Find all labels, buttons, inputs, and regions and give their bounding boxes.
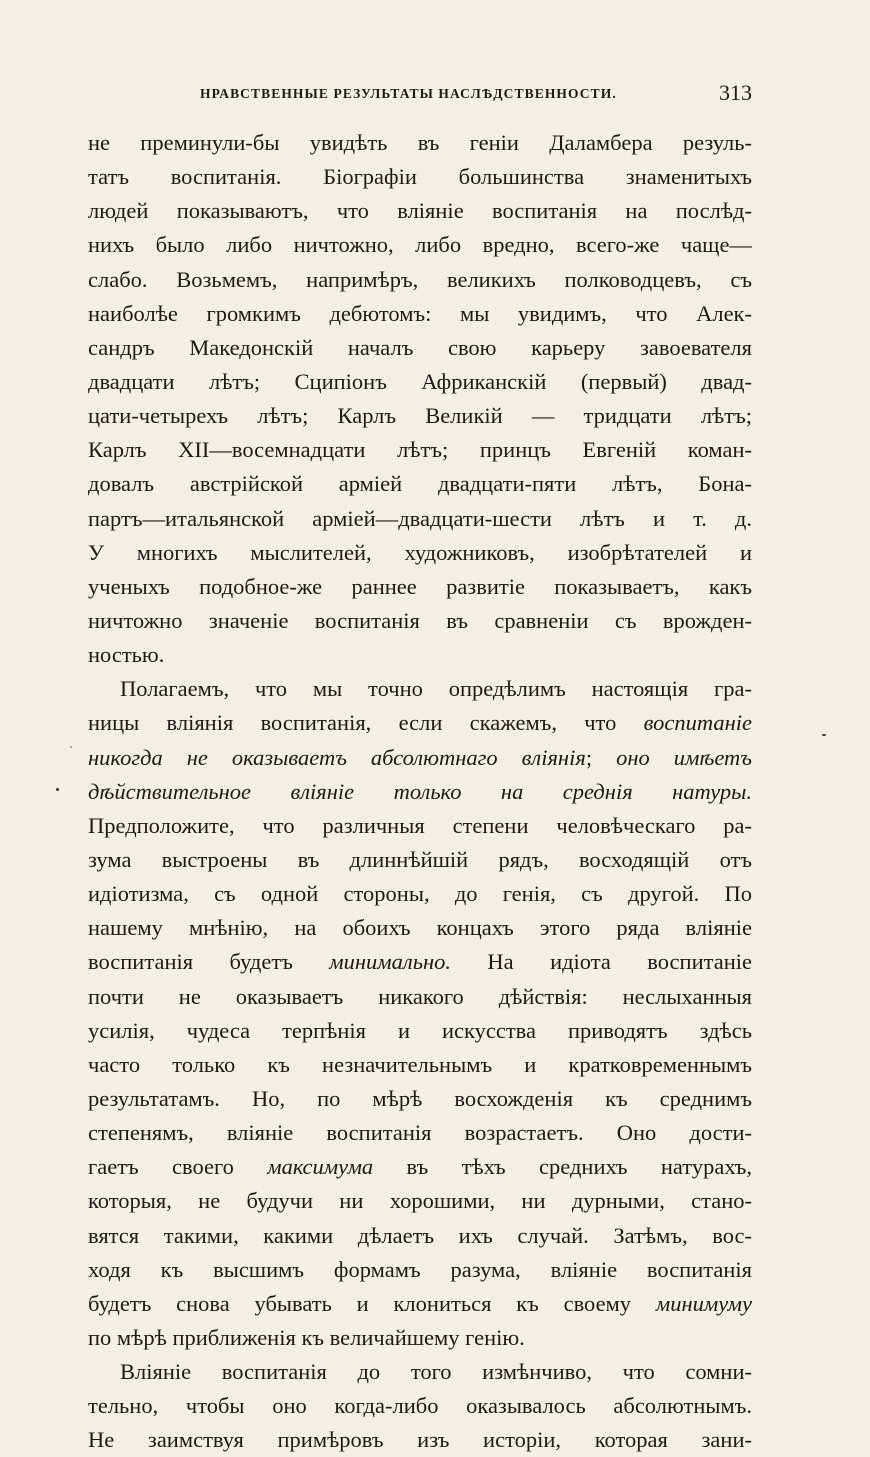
paper-speck (822, 734, 826, 736)
text-line: степенямъ, вліяніе воспитанія возрастаетъ. Оно дости- (88, 1120, 752, 1146)
text-line: ученыхъ подобное-же раннее развитіе показываетъ, какъ (88, 573, 752, 599)
text-line: ходя къ высшимъ формамъ разума, вліяніе воспитанія (88, 1256, 752, 1282)
text-line: довалъ австрійской арміей двадцати-пяти лѣтъ, Бона- (88, 471, 752, 497)
italic-run: максимума (267, 1154, 374, 1180)
italic-line: дѣйствительное вліяніе только на среднія натуры. (88, 778, 752, 804)
italic-run: минимуму (655, 1290, 752, 1316)
text-line: слабо. Возьмемъ, напримѣръ, великихъ полководцевъ, съ (88, 266, 752, 292)
paper-speck (70, 746, 72, 748)
text-line: У многихъ мыслителей, художниковъ, изобрѣтателей и (88, 539, 752, 565)
italic-run: никогда не оказываетъ абсолютнаго вліянія (88, 744, 586, 770)
paragraph-start-line: Полагаемъ, что мы точно опредѣлимъ настоящія гра- (120, 676, 752, 702)
page-number: 313 (719, 80, 752, 105)
text-line: зума выстроены въ длиннѣйшій рядъ, восходящій отъ (88, 846, 752, 872)
text-line: цати-четырехъ лѣтъ; Карлъ Великій — тридцати лѣтъ; (88, 403, 752, 429)
text-line: ничтожно значеніе воспитанія въ сравненіи съ врожден- (88, 607, 752, 633)
text-run: въ тѣхъ среднихъ натурахъ, (373, 1154, 752, 1180)
text-line: почти не оказываетъ никакого дѣйствія: неслыханныя (88, 983, 752, 1009)
text-line: людей показываютъ, что вліяніе воспитанія на послѣд- (88, 198, 752, 224)
italic-run: оно имѣетъ (616, 744, 752, 770)
text-line: усилія, чудеса терпѣнія и искусства приводятъ здѣсь (88, 1017, 752, 1043)
text-run: будетъ снова убывать и клониться къ своему (88, 1290, 656, 1316)
text-line: сандръ Македонскій началъ свою карьеру завоевателя (88, 334, 752, 360)
running-head (88, 80, 752, 110)
text-line: Предположите, что различныя степени человѣческаго ра- (88, 812, 752, 838)
text-line (88, 741, 752, 775)
text-line (88, 706, 752, 740)
text-line: Карлъ XII—восемнадцати лѣтъ; принцъ Евгеній коман- (88, 437, 752, 463)
text-run: ницы вліянія воспитанія, если скажемъ, что (88, 710, 644, 736)
text-line: партъ—итальянской арміей—двадцати-шести лѣтъ и т. д. (88, 505, 752, 531)
italic-run: воспитаніе (643, 710, 752, 736)
text-line: по мѣрѣ приближенія къ величайшему генію. (88, 1324, 525, 1350)
text-line: не преминули-бы увидѣть въ геніи Даламбера резуль- (88, 130, 752, 155)
running-title: НРАВСТВЕННЫЕ РЕЗУЛЬТАТЫ НАСЛѢДСТВЕННОСТИ. (200, 86, 617, 101)
text-line: идіотизма, съ одной стороны, до генія, съ другой. По (88, 881, 752, 907)
text-line: которыя, не будучи ни хорошими, ни дурными, стано- (88, 1188, 752, 1214)
body-text (88, 126, 752, 1457)
text-line: тельно, чтобы оно когда-либо оказывалось абсолютнымъ. (88, 1393, 752, 1419)
text-line (88, 945, 752, 979)
text-line: нихъ было либо ничтожно, либо вредно, всего-же чаще— (88, 232, 752, 258)
text-run: гаетъ своего (88, 1154, 268, 1180)
text-line (88, 1287, 752, 1321)
text-line: результатамъ. Но, по мѣрѣ восхожденія къ среднимъ (88, 1085, 752, 1111)
text-line: татъ воспитанія. Біографіи большинства знаменитыхъ (88, 164, 752, 190)
text-run: ; (585, 744, 617, 770)
text-line: ностью. (88, 642, 165, 668)
text-line (88, 1150, 752, 1184)
text-line: Не заимствуя примѣровъ изъ исторіи, которая зани- (88, 1427, 752, 1453)
text-run: На идіота воспитаніе (450, 949, 752, 975)
text-run: воспитанія будетъ (88, 949, 330, 975)
text-line: наиболѣе громкимъ дебютомъ: мы увидимъ, что Алек- (88, 300, 752, 326)
text-line: двадцати лѣтъ; Сципіонъ Африканскій (первый) двад- (88, 368, 752, 394)
text-line: часто только къ незначительнымъ и кратковременнымъ (88, 1051, 752, 1077)
paper-speck (56, 788, 59, 791)
paragraph-start-line: Вліяніе воспитанія до того измѣнчиво, что сомни- (120, 1359, 752, 1385)
text-line: нашему мнѣнію, на обоихъ концахъ этого ряда вліяніе (88, 915, 752, 941)
italic-run: минимально. (329, 949, 451, 975)
text-line: вятся такими, какими дѣлаетъ ихъ случай. Затѣмъ, вос- (88, 1222, 752, 1248)
